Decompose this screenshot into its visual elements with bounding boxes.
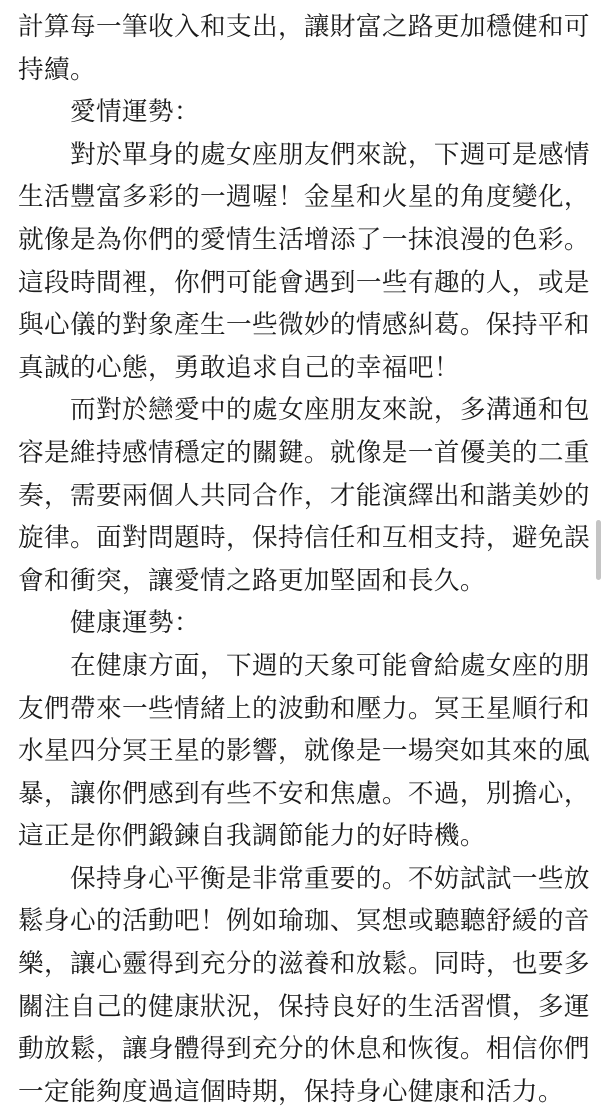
section-heading-love: 愛情運勢： (70, 97, 200, 128)
text-line: 容是維持感情穩定的關鍵。就像是一首優美的二重 (18, 437, 590, 468)
text-line: 在健康方面，下週的天象可能會給處女座的朋 (70, 650, 590, 681)
text-line: 這段時間裡，你們可能會遇到一些有趣的人，或是 (18, 267, 590, 298)
text-line: 樂，讓心靈得到充分的滋養和放鬆。同時，也要多 (18, 949, 590, 980)
text-line: 對於單身的處女座朋友們來說，下週可是感情 (70, 139, 590, 170)
text-line: 奏，需要兩個人共同合作，才能演繹出和諧美妙的 (18, 480, 590, 511)
article-body (18, 6, 590, 1113)
text-line: 與心儀的對象產生一些微妙的情感糾葛。保持平和 (18, 310, 590, 341)
text-line: 鬆身心的活動吧！例如瑜珈、冥想或聽聽舒緩的音 (18, 906, 590, 937)
text-line: 保持身心平衡是非常重要的。不妨試試一些放 (70, 863, 590, 894)
text-line: 水星四分冥王星的影響，就像是一場突如其來的風 (18, 736, 590, 767)
section-heading-health: 健康運勢： (70, 608, 200, 639)
text-line: 會和衝突，讓愛情之路更加堅固和長久。 (18, 565, 486, 596)
text-line: 持續。 (18, 54, 96, 85)
text-line: 這正是你們鍛鍊自我調節能力的好時機。 (18, 821, 486, 852)
text-line: 一定能夠度過這個時期，保持身心健康和活力。 (18, 1076, 564, 1107)
text-line: 計算每一筆收入和支出，讓財富之路更加穩健和可 (18, 12, 590, 42)
text-line: 旋律。面對問題時，保持信任和互相支持，避免誤 (18, 523, 590, 554)
text-line: 暴，讓你們感到有些不安和焦慮。不過，別擔心， (18, 778, 590, 809)
text-line: 動放鬆，讓身體得到充分的休息和恢復。相信你們 (18, 1034, 590, 1065)
text-line: 而對於戀愛中的處女座朋友來說，多溝通和包 (70, 395, 590, 426)
text-line: 就像是為你們的愛情生活增添了一抹浪漫的色彩。 (18, 224, 590, 255)
text-line: 真誠的心態，勇敢追求自己的幸福吧！ (18, 352, 460, 383)
text-line: 生活豐富多彩的一週喔！金星和火星的角度變化， (18, 182, 590, 213)
text-line: 關注自己的健康狀況，保持良好的生活習慣，多運 (18, 991, 590, 1022)
vertical-scrollbar[interactable] (596, 520, 601, 580)
text-line: 友們帶來一些情緒上的波動和壓力。冥王星順行和 (18, 693, 590, 724)
